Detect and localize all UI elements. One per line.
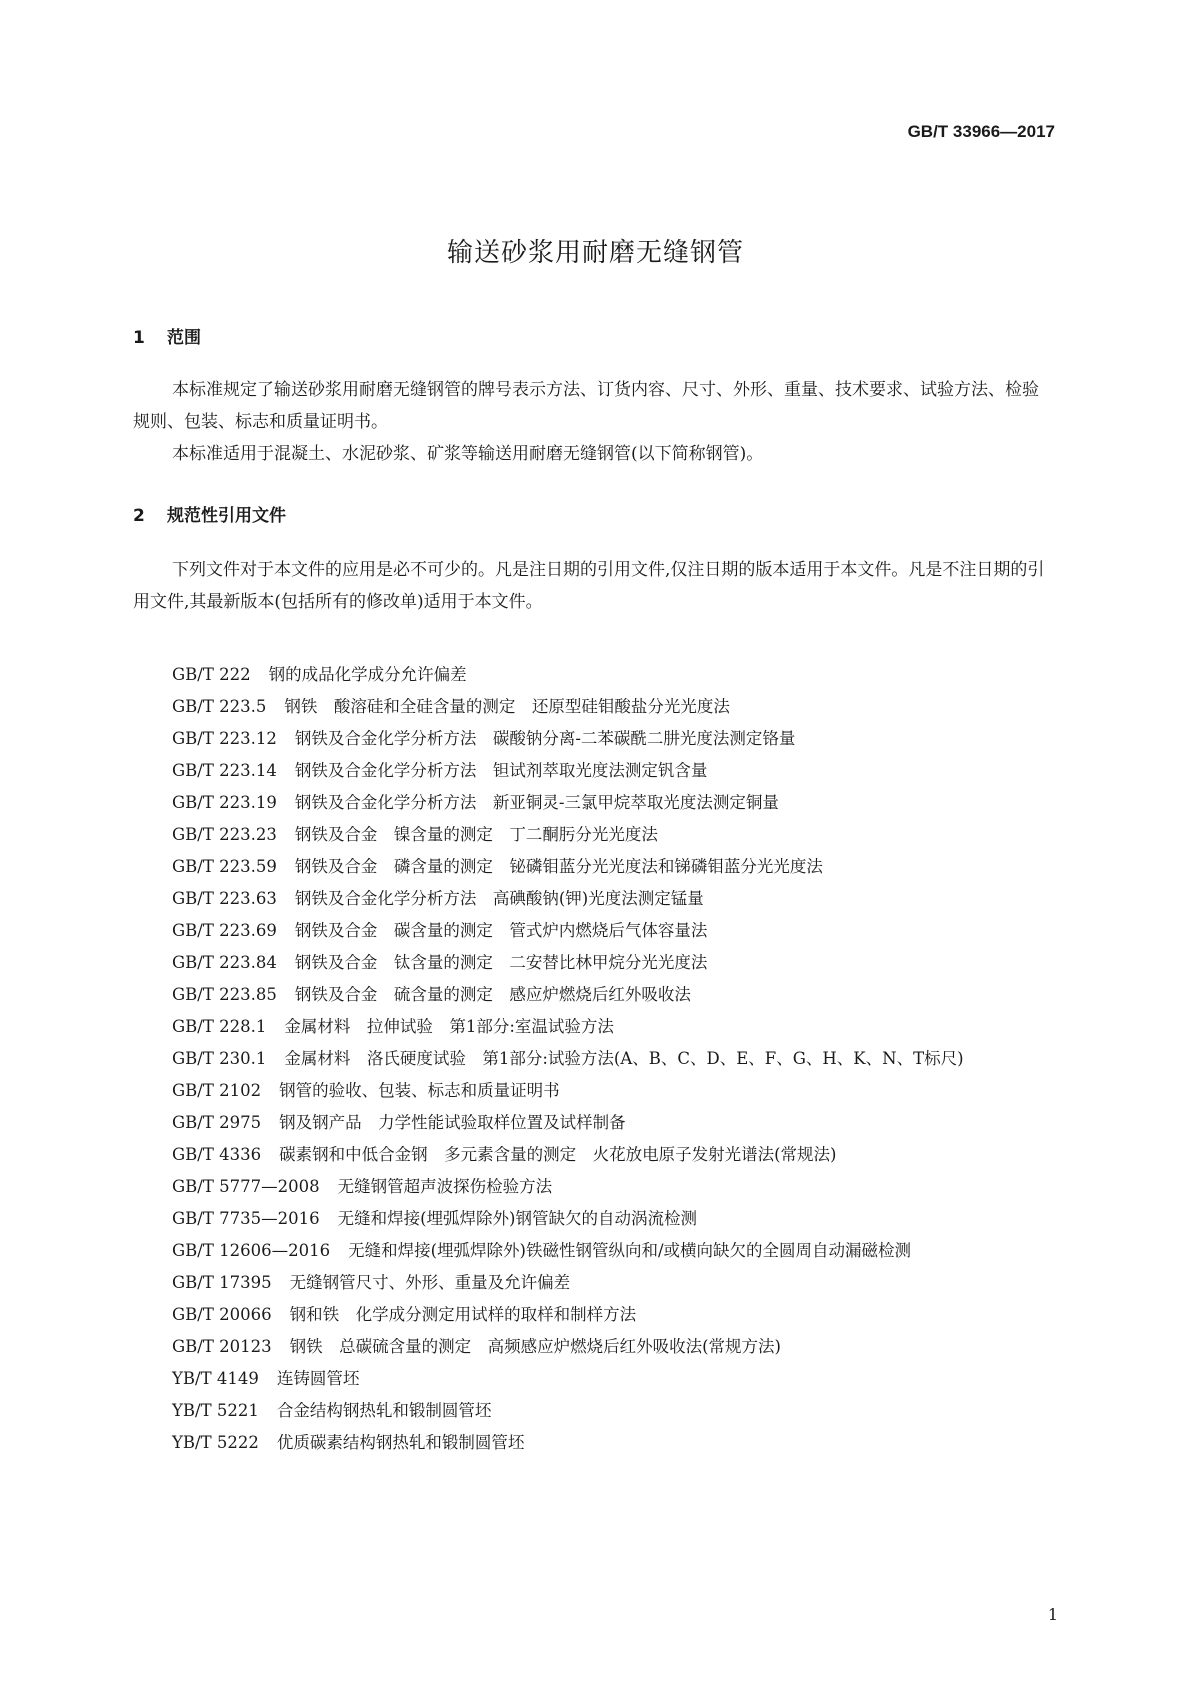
section-number: 2 [133,506,145,526]
reference-title: 钢铁及合金化学分析方法 钽试剂萃取光度法测定钒含量 [294,761,708,780]
reference-code: GB/T 223.14 [172,761,277,780]
reference-title: 无缝钢管超声波探伤检验方法 [337,1177,553,1196]
reference-title: 无缝和焊接(埋弧焊除外)铁磁性钢管纵向和/或横向缺欠的全圆周自动漏磁检测 [348,1241,912,1260]
reference-title: 钢铁及合金化学分析方法 高碘酸钠(钾)光度法测定锰量 [294,889,704,908]
reference-title: 无缝钢管尺寸、外形、重量及允许偏差 [289,1273,571,1292]
reference-code: GB/T 223.85 [172,985,277,1004]
reference-title: 钢铁 酸溶硅和全硅含量的测定 还原型硅钼酸盐分光光度法 [284,697,730,716]
reference-item [133,1331,1051,1363]
reference-title: 钢铁及合金 钛含量的测定 二安替比林甲烷分光光度法 [294,953,708,972]
reference-item [133,1171,1051,1203]
reference-title: 金属材料 拉伸试验 第1部分:室温试验方法 [284,1017,614,1036]
reference-title: 连铸圆管坯 [276,1369,360,1388]
reference-code: GB/T 4336 [172,1145,262,1164]
reference-code: GB/T 20123 [172,1337,272,1356]
reference-code: GB/T 228.1 [172,1017,267,1036]
reference-title: 钢的成品化学成分允许偏差 [268,665,467,684]
reference-code: YB/T 4149 [172,1369,259,1388]
reference-title: 金属材料 洛氏硬度试验 第1部分:试验方法(A、B、C、D、E、F、G、H、K、N、T标尺) [284,1049,964,1068]
reference-code: GB/T 20066 [172,1305,272,1324]
reference-code: GB/T 223.69 [172,921,277,940]
reference-item [133,787,1051,819]
reference-item [133,1427,1051,1459]
reference-item [133,659,1051,691]
reference-code: GB/T 230.1 [172,1049,267,1068]
reference-title: 钢铁及合金化学分析方法 新亚铜灵-三氯甲烷萃取光度法测定铜量 [294,793,779,812]
reference-item [133,1203,1051,1235]
section-title: 规范性引用文件 [167,506,286,526]
reference-code: GB/T 223.5 [172,697,267,716]
reference-code: GB/T 2102 [172,1081,262,1100]
references-intro: 下列文件对于本文件的应用是必不可少的。凡是注日期的引用文件,仅注日期的版本适用于本文件。凡是不注日期的引用文件,其最新版本(包括所有的修改单)适用于本文件。 [133,560,1045,612]
reference-item [133,819,1051,851]
reference-item [133,723,1051,755]
reference-item [133,979,1051,1011]
reference-title: 钢铁及合金化学分析方法 碳酸钠分离-二苯碳酰二肼光度法测定铬量 [294,729,796,748]
reference-item [133,883,1051,915]
reference-code: GB/T 223.63 [172,889,277,908]
reference-title: 优质碳素结构钢热轧和锻制圆管坯 [276,1433,525,1452]
scope-paragraph-1: 本标准规定了输送砂浆用耐磨无缝钢管的牌号表示方法、订货内容、尺寸、外形、重量、技术要求、试验方法、检验规则、包装、标志和质量证明书。 [133,380,1039,432]
reference-item [133,1267,1051,1299]
reference-title: 碳素钢和中低合金钢 多元素含量的测定 火花放电原子发射光谱法(常规法) [279,1145,837,1164]
reference-code: YB/T 5221 [172,1401,259,1420]
reference-code: GB/T 222 [172,665,251,684]
reference-code: GB/T 5777—2008 [172,1177,320,1196]
document-title: 输送砂浆用耐磨无缝钢管 [446,238,744,268]
reference-code: GB/T 223.19 [172,793,277,812]
reference-title: 钢铁及合金 镍含量的测定 丁二酮肟分光光度法 [294,825,658,844]
section-2-heading [133,501,286,526]
reference-title: 无缝和焊接(埋弧焊除外)钢管缺欠的自动涡流检测 [337,1209,697,1228]
scope-paragraph-2: 本标准适用于混凝土、水泥砂浆、矿浆等输送用耐磨无缝钢管(以下简称钢管)。 [172,444,764,464]
reference-code: GB/T 7735—2016 [172,1209,320,1228]
reference-item [133,1075,1051,1107]
reference-item [133,1043,1051,1075]
reference-item [133,691,1051,723]
reference-item [133,1299,1051,1331]
reference-title: 钢铁及合金 碳含量的测定 管式炉内燃烧后气体容量法 [294,921,708,940]
reference-item [133,1363,1051,1395]
reference-title: 钢铁 总碳硫含量的测定 高频感应炉燃烧后红外吸收法(常规方法) [289,1337,781,1356]
reference-item [133,915,1051,947]
page-number: 1 [1047,1605,1058,1624]
section-1-heading [133,323,201,348]
reference-code: GB/T 17395 [172,1273,272,1292]
reference-title: 钢和铁 化学成分测定用试样的取样和制样方法 [289,1305,637,1324]
standard-code: GB/T 33966—2017 [907,122,1055,141]
reference-code: GB/T 12606—2016 [172,1241,331,1260]
reference-item [133,1235,1051,1267]
section-number: 1 [133,328,145,348]
reference-title: 合金结构钢热轧和锻制圆管坯 [276,1401,492,1420]
reference-code: GB/T 223.84 [172,953,277,972]
reference-list [133,659,1051,1459]
reference-title: 钢铁及合金 硫含量的测定 感应炉燃烧后红外吸收法 [294,985,691,1004]
reference-item [133,1107,1051,1139]
reference-item [133,1011,1051,1043]
reference-code: GB/T 2975 [172,1113,262,1132]
reference-code: GB/T 223.12 [172,729,277,748]
reference-item [133,1139,1051,1171]
reference-title: 钢及钢产品 力学性能试验取样位置及试样制备 [279,1113,626,1132]
reference-item [133,851,1051,883]
reference-code: GB/T 223.59 [172,857,277,876]
reference-item [133,947,1051,979]
reference-title: 钢铁及合金 磷含量的测定 铋磷钼蓝分光光度法和锑磷钼蓝分光光度法 [294,857,823,876]
section-title: 范围 [167,328,201,348]
reference-item [133,1395,1051,1427]
reference-title: 钢管的验收、包装、标志和质量证明书 [279,1081,560,1100]
reference-code: GB/T 223.23 [172,825,277,844]
reference-item [133,755,1051,787]
reference-code: YB/T 5222 [172,1433,259,1452]
